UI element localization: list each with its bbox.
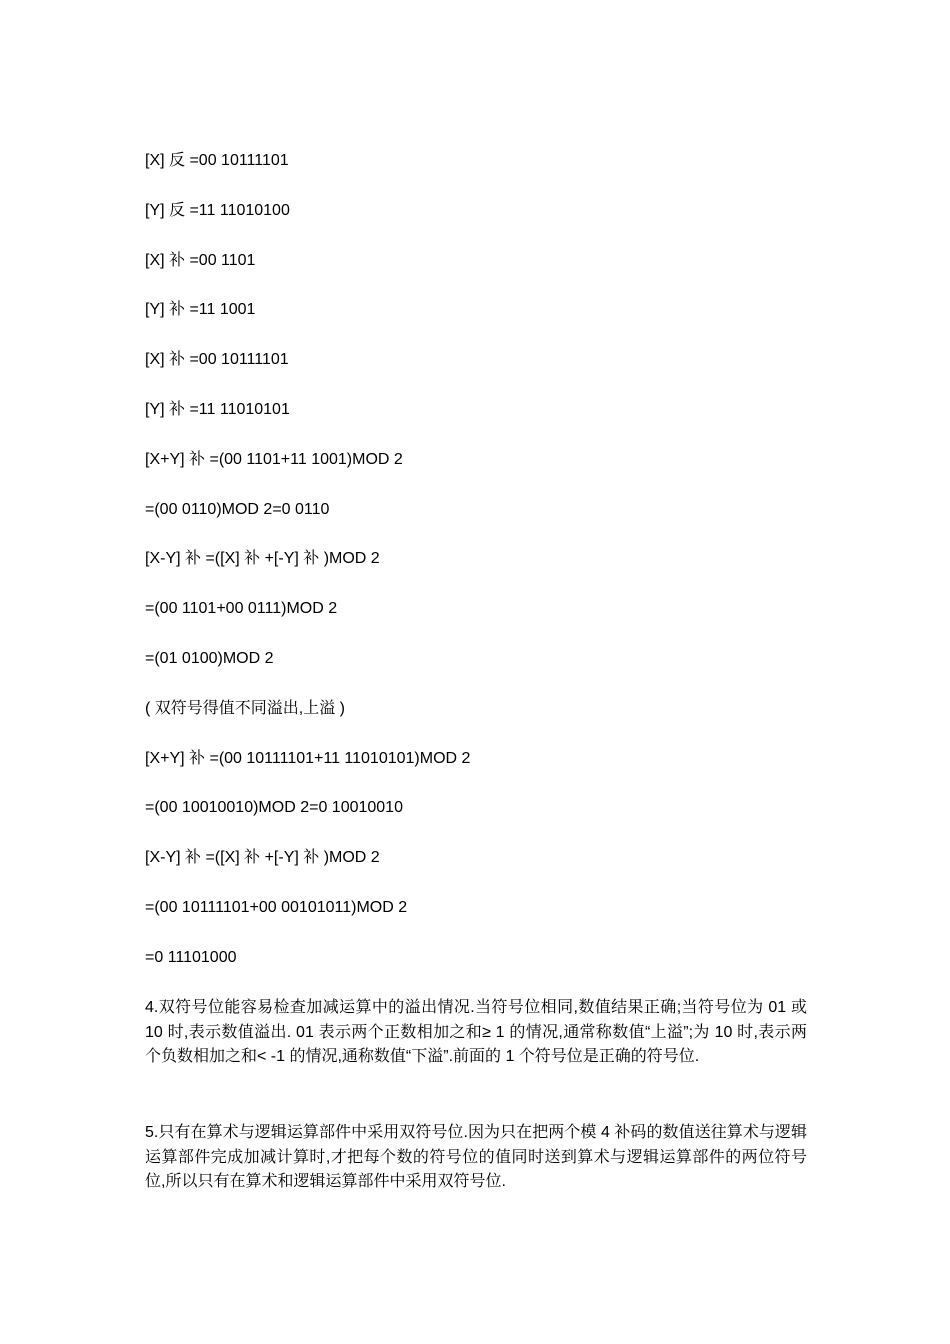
formula-lines — [145, 150, 825, 997]
formula-line: [X-Y] 补 =([X] 补 +[-Y] 补 )MOD 2 — [145, 849, 380, 867]
formula-line: [X+Y] 补 =(00 1101+11 1001)MOD 2 — [145, 450, 403, 468]
formula-line: [Y] 补 =11 11010101 — [145, 400, 290, 418]
formula-line: [X] 补 =00 10111101 — [145, 351, 289, 369]
formula-line: [X] 反 =00 10111101 — [145, 152, 289, 169]
formula-line: [Y] 反 =11 11010100 — [145, 201, 290, 219]
formula-line: [X+Y] 补 =(00 10111101+11 11010101)MOD 2 — [145, 749, 471, 767]
formula-line: =(01 0100)MOD 2 — [145, 649, 274, 667]
formula-line: [X] 补 =00 1101 — [145, 251, 256, 269]
formula-line: [Y] 补 =11 1001 — [145, 301, 256, 319]
formula-line: =0 11101000 — [145, 948, 237, 966]
note-line: ( 双符号得值不同溢出,上溢 ) — [145, 699, 345, 717]
formula-line: =(00 0110)MOD 2=0 0110 — [145, 500, 330, 518]
paragraph-4: 4.双符号位能容易检查加减运算中的溢出情况.当符号位相同,数值结果正确;当符号位为 01 或 10 时,表示数值溢出. 01 表示两个正数相加之和≥ 1 的情况,通常称数值“上溢”;为 10 时,表示两个负数相加之和< -1 的情况,通称数值“下溢”.前面的 1 个符号位是正确的符号位. — [145, 999, 807, 1065]
formula-line: =(00 10010010)MOD 2=0 10010010 — [145, 799, 403, 817]
formula-line: [X-Y] 补 =([X] 补 +[-Y] 补 )MOD 2 — [145, 550, 380, 568]
formula-line: =(00 10111101+00 00101011)MOD 2 — [145, 898, 408, 916]
formula-line: =(00 1101+00 0111)MOD 2 — [145, 600, 338, 618]
paragraph-5: 5.只有在算术与逻辑运算部件中采用双符号位.因为只在把两个模 4 补码的数值送往算术与逻辑运算部件完成加减计算时,才把每个数的符号位的值同时送到算术与逻辑运算部件的两位符号位,所以只有在算术和逻辑运算部件中采用双符号位. — [145, 1124, 807, 1190]
